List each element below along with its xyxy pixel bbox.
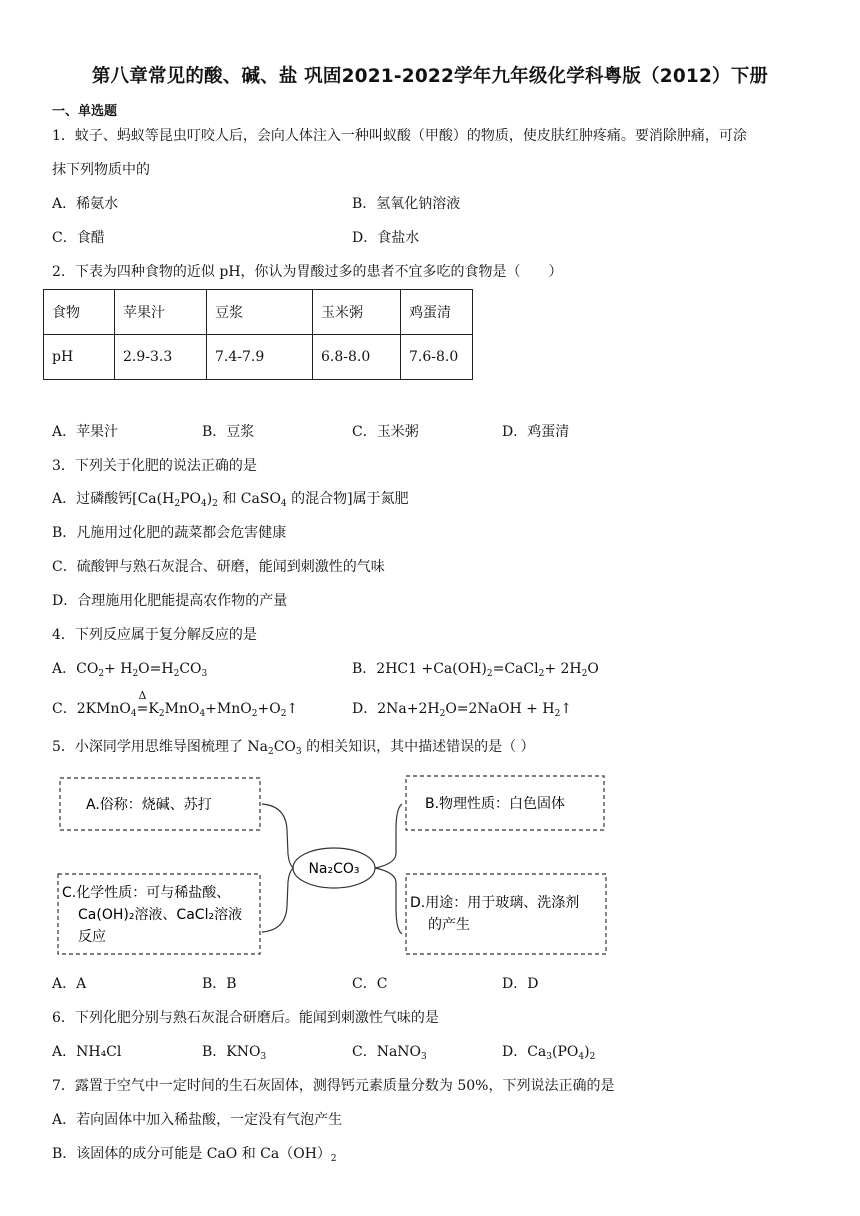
q1-stem-line1: 1．蚊子、蚂蚁等昆虫叮咬人后，会向人体注入一种叫蚁酸（甲酸）的物质，使皮肤红肿疼痛。要消除肿痛，可涂 <box>52 128 747 144</box>
q1-option-a: A．稀氨水 <box>52 196 119 212</box>
table-cell: 鸡蛋清 <box>401 290 473 335</box>
q5-option-b: B．B <box>202 976 237 992</box>
table-cell: pH <box>44 335 115 380</box>
q1-option-d: D．食盐水 <box>352 230 420 246</box>
q4-option-c: C．2KMnO$_4$ Δ $=K_2MnO_4+MnO_2+O_2↑$ <box>52 689 299 719</box>
table-cell: 6.8-8.0 <box>313 335 401 380</box>
table-cell: 苹果汁 <box>115 290 207 335</box>
mindmap-text-b: B.物理性质：白色固体 <box>425 796 566 812</box>
q7-option-a: A．若向固体中加入稀盐酸，一定没有气泡产生 <box>52 1112 343 1128</box>
mindmap-text-d1: D.用途：用于玻璃、洗涤剂 <box>410 895 580 911</box>
heat-condition: Δ = <box>136 689 149 717</box>
q3-option-d: D．合理施用化肥能提高农作物的产量 <box>52 593 288 609</box>
q4-option-a: A．$CO_2+ H_2O=H_2CO_3$ <box>52 661 208 679</box>
section-heading: 一、单选题 <box>52 104 118 119</box>
table-cell: 豆浆 <box>207 290 313 335</box>
q7-option-b: B．该固体的成分可能是 CaO 和 $Ca(OH)_2$ <box>52 1146 337 1164</box>
mindmap-text-c1: C.化学性质：可与稀盐酸、 <box>62 885 231 901</box>
q3-option-a: A．过磷酸钙[$Ca(H_2PO_4)_2$ 和 CaSO$_4$ 的混合物]属于氮肥 <box>52 491 409 509</box>
q1-stem-line2: 抹下列物质中的 <box>52 162 150 178</box>
q7-stem: 7．露置于空气中一定时间的生石灰固体，测得钙元素质量分数为 50%，下列说法正确的是 <box>52 1078 615 1094</box>
q3-stem: 3．下列关于化肥的说法正确的是 <box>52 458 257 474</box>
q1-option-b: B．氢氧化钠溶液 <box>352 196 461 212</box>
mindmap-text-c2: Ca(OH)₂溶液、CaCl₂溶液 <box>78 907 243 923</box>
q2-option-d: D．鸡蛋清 <box>502 424 570 440</box>
mindmap-text-d2: 的产生 <box>428 917 470 933</box>
table-cell: 7.6-8.0 <box>401 335 473 380</box>
q6-option-b: B．$KNO_3$ <box>202 1044 267 1062</box>
mindmap-center-label: Na₂CO₃ <box>308 861 360 877</box>
q6-option-c: C．NaNO$_3$ <box>352 1044 427 1062</box>
q5-stem: 5．小深同学用思维导图梳理了 $Na_2CO_3$ 的相关知识，其中描述错误的是（ ） <box>52 739 535 757</box>
q6-option-d: D．$Ca_3(PO_4)_2$ <box>502 1044 596 1062</box>
table-cell: 7.4-7.9 <box>207 335 313 380</box>
mindmap-text-c3: 反应 <box>78 929 106 945</box>
q2-option-a: A．苹果汁 <box>52 424 119 440</box>
mindmap-box-d <box>406 874 606 954</box>
q6-stem: 6．下列化肥分别与熟石灰混合研磨后。能闻到刺激性气味的是 <box>52 1010 439 1026</box>
table-cell: 玉米粥 <box>313 290 401 335</box>
q3-option-b: B．凡施用过化肥的蔬菜都会危害健康 <box>52 525 287 541</box>
left-brace <box>262 804 293 932</box>
table-cell: 食物 <box>44 290 115 335</box>
q5-option-d: D．D <box>502 976 539 992</box>
q5-option-c: C．C <box>352 976 388 992</box>
q1-option-c: C．食醋 <box>52 230 105 246</box>
q2-option-c: C．玉米粥 <box>352 424 419 440</box>
mindmap-text-a: A.俗称：烧碱、苏打 <box>86 797 212 813</box>
q2-option-b: B．豆浆 <box>202 424 255 440</box>
q4-option-d: D．$2Na+2H_2O=2NaOH$ + $H_2↑$ <box>352 701 573 719</box>
q4-option-b: B．$2HC1 +Ca(OH)_2=CaCl_2+ 2H_2O$ <box>352 661 599 679</box>
table-cell: 2.9-3.3 <box>115 335 207 380</box>
q6-option-a: A．NH₄Cl <box>52 1044 122 1060</box>
q3-option-c: C．硫酸钾与熟石灰混合、研磨，能闻到刺激性的气味 <box>52 559 385 575</box>
q2-stem: 2．下表为四种食物的近似 pH，你认为胃酸过多的患者不宜多吃的食物是（ ） <box>52 264 563 280</box>
q5-option-a: A．A <box>52 976 87 992</box>
q4-stem: 4．下列反应属于复分解反应的是 <box>52 627 257 643</box>
right-brace <box>375 804 402 934</box>
page-title: 第八章常见的酸、碱、盐 巩固2021-2022学年九年级化学科粤版（2012）下册 <box>91 66 769 87</box>
